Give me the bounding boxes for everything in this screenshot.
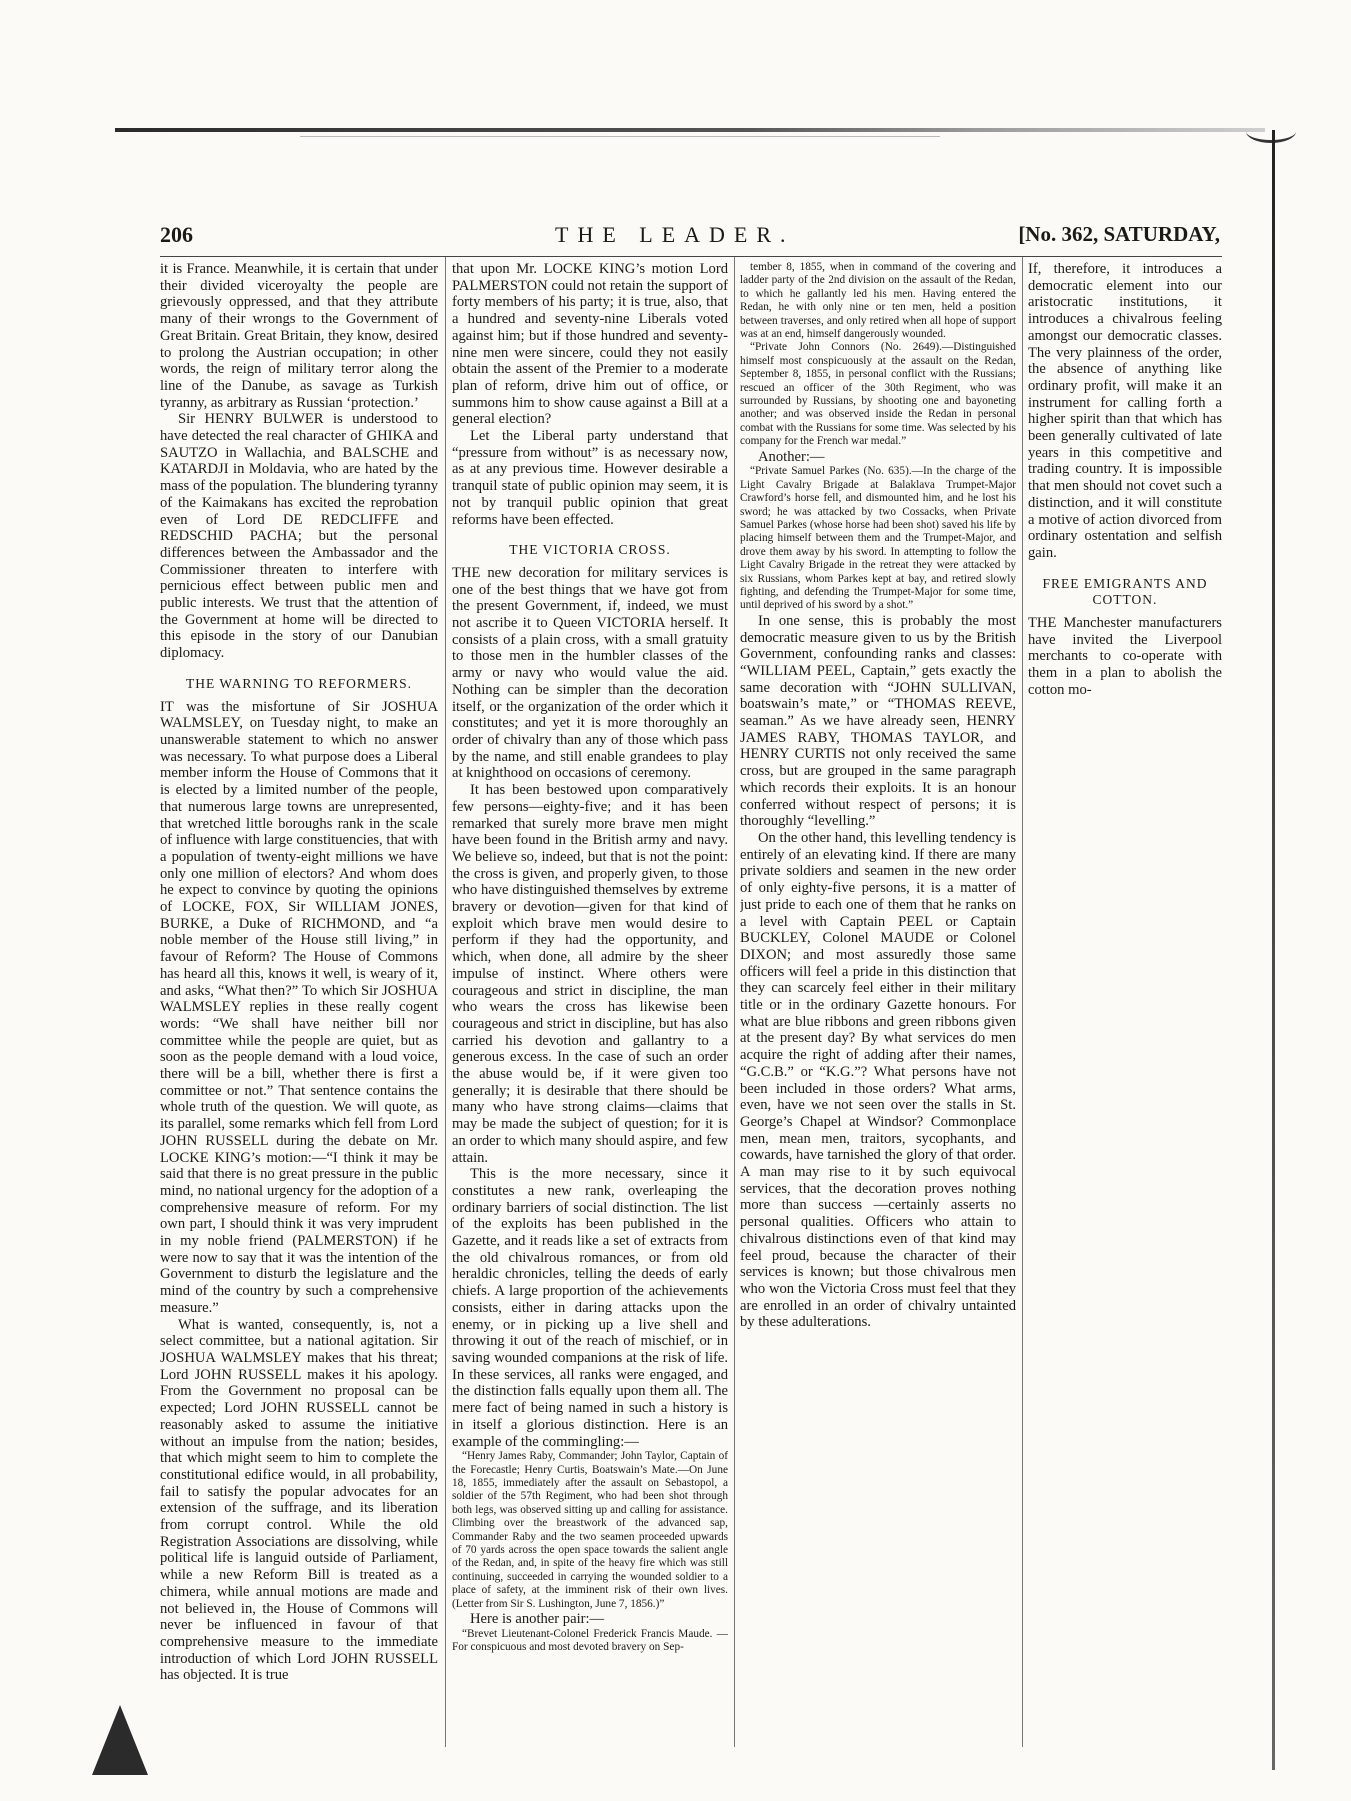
column-rule — [445, 257, 446, 1747]
paragraph: it is France. Meanwhile, it is certain that under their divided viceroyalty the people are grievously oppressed, and that they attribute many of their wrongs to the Government of Great Britain. Great Britain, they know, desired to prolong the Austrian occupation; in other words, the reign of military terror along the line of the Danube, as savage as Turkish tyranny, as arbitrary as Russian ‘protection.’ — [160, 261, 438, 411]
paragraph: What is wanted, consequently, is, not a select committee, but a national agitation. Sir JOSHUA WALMSLEY makes that his threat; Lord JOHN RUSSELL makes it his apology. From the Government no proposal can be expected; Lord JOHN RUSSELL cannot be reasonably asked to assume the initiative without an impulse from the nation; besides, that which might seem to him to complete the constitutional edifice would, in all probability, fail to satisfy the popular advocates for an extension of the suffrage, and its liberation from corrupt control. While the old Registration Associations are dissolving, while political life is languid outside of Parliament, while a new Reform Bill is treated as a chimera, while annual motions are made and not believed in, the House of Commons will never be influenced in favour of that comprehensive measure to the immediate introduction of which Lord JOHN RUSSELL has objected. It is true — [160, 1316, 438, 1684]
newspaper-title: THE LEADER. — [555, 222, 795, 247]
paragraph: On the other hand, this levelling tendency is entirely of an elevating kind. If there are many private soldiers and seamen in the new order of only eighty-five persons, it is a matter of just pride to each one of them that he ranks on a level with Captain PEEL or Captain BUCKLEY, Colonel MAUDE or Colonel DIXON; and most assuredly those same officers will feel a pride in this distinction that they can scarcely feel either in their military title or in the ordinary Gazette honours. For what are blue ribbons and green ribbons given at the present day? By what services do men acquire the right of adding after their names, “G.C.B.” or “K.G.”? What persons have not been included in those orders? What arms, even, have we not seen over the stalls in St. George’s Chapel at Windsor? Commonplace men, mean men, traitors, sycophants, and cowards, have tarnished the glory of that order. A man may rise to it by such equivocal services, that the decoration proves nothing more than success —certainly asserts no personal qualities. Officers who attain to chivalrous distinctions even of that kind may feel proud, because the character of their services is known; but those chivalrous men who won the Victoria Cross must feel that they are enrolled in an order of chivalry untainted by these adulterations. — [740, 830, 1016, 1331]
page-number: 206 — [160, 222, 193, 247]
quotation — [452, 1628, 728, 1655]
article-columns — [160, 256, 1222, 1767]
issue-label: [No. 362, SATURDAY, — [1018, 222, 1220, 246]
quote-paragraph: tember 8, 1855, when in command of the covering and ladder party of the 2nd division on the assault of the Redan, to which he gallantly led his men. Having entered the Redan, he with only nine or ten men, held a position between traverses, and only retired when all hope of support was at an end, himself dangerously wounded. — [740, 261, 1016, 341]
quotation — [452, 1450, 728, 1611]
paragraph: IT was the misfortune of Sir JOSHUA WALMSLEY, on Tuesday night, to make an unanswerable statement to which no answer was necessary. To what purpose does a Liberal member inform the House of Commons that it is elected by a limited number of the people, that numerous large towns are unrepresented, that wretched little boroughs rank in the scale of influence with large constituencies, that with a population of twenty-eight millions we have only one million of electors? And whom does he expect to convince by quoting the opinions of LOCKE, FOX, Sir WILLIAM JONES, BURKE, a Duke of RICHMOND, and “a noble member of the House still living,” in favour of Reform? The House of Commons has heard all this, knows it well, is weary of it, and asks, “What then?” To which Sir JOSHUA WALMSLEY replies in these really cogent words: “We shall have neither bill nor committee while the people are quiet, but as soon as the people demand with a loud voice, there will be a bill, whether there is first a committee or not.” That sentence contains the whole truth of the question. We will quote, as its parallel, some remarks which fell from Lord JOHN RUSSELL during the debate on Mr. LOCKE KING’s motion:—“I think it may be said that there is no great pressure in the public mind, no national urgency for the adoption of a comprehensive measure of reform. For my own part, I should think it was very imprudent in my noble friend (PALMERSTON) if he were now to say that it was the intention of the Government to disturb the legislature and the mind of the country by such a comprehensive measure.” — [160, 698, 438, 1316]
paragraph: Sir HENRY BULWER is understood to have detected the real character of GHIKA and SAUTZO in Wallachia, and BALSCHE and KATARDJI in Moldavia, who are hated by the mass of the population. The blundering tyranny of the Kaimakans has excited the reprobation even of Lord DE REDCLIFFE and REDSCHID PACHA; but the personal differences between the Ambassador and the Commissioner threaten to interfere with pernicious effect between public men and public interests. We trust that the attention of the Government at home will be directed to this episode in the story of our Danubian diplomacy. — [160, 411, 438, 662]
paragraph: Let the Liberal party understand that “pressure from without” is as necessary now, as at any previous time. However desirable a tranquil state of public opinion may seem, it is not by tranquil public opinion that great reforms have been effected. — [452, 428, 728, 528]
quote-paragraph: “Private Samuel Parkes (No. 635).—In the charge of the Light Cavalry Brigade at Balaklava Trumpet-Major Crawford’s horse fell, and dismounted him, and he lost his sword; he was attacked by two Cossacks, when Private Samuel Parkes (whose horse had been shot) saved his life by placing himself between them and the Trumpet-Major, and drove them away by his sword. In attempting to follow the Light Cavalry Brigade in the retreat they were attacked by six Russians, whom Parkes kept at bay, and retired slowly fighting, and defending the Trumpet-Major for some time, until deprived of his sword by a shot.” — [740, 465, 1016, 612]
page-edge-right — [1272, 130, 1275, 1770]
page-edge-flare — [1246, 120, 1296, 143]
column-1 — [160, 261, 438, 1761]
column-2 — [452, 261, 728, 1761]
quote-paragraph: “Brevet Lieutenant-Colonel Frederick Francis Maude. —For conspicuous and most devoted bravery on Sep- — [452, 1627, 728, 1654]
quote-paragraph: “Henry James Raby, Commander; John Taylor, Captain of the Forecastle; Henry Curtis, Boatswain’s Mate.—On June 18, 1855, immediately after the assault on Sebastopol, a soldier of the 57th Regiment, who had been shot through both legs, was observed sitting up and calling for assistance. Climbing over the breastwork of the advanced sap, Commander Raby and the two seamen proceeded upwards of 70 yards across the open space towards the salient angle of the Redan, and, in spite of the heavy fire which was still continuing, succeeded in carrying the wounded soldier to a place of safety, at the imminent risk of their own lives. (Letter from Sir S. Lushington, June 7, 1856.)” — [452, 1450, 728, 1610]
top-rule — [115, 128, 1265, 132]
quotation — [740, 465, 1016, 612]
column-rule — [1022, 257, 1023, 1747]
paragraph: Here is another pair:— — [470, 1611, 605, 1628]
article-heading-warning: THE WARNING TO REFORMERS. — [185, 675, 413, 691]
paragraph: THE new decoration for military services is one of the best things that we have got from the present Government, if, indeed, we must not ascribe it to Queen VICTORIA herself. It consists of a plain cross, with a small gratuity to those men in the humbler classes of the army or navy who would value the aid. Nothing can be simpler than the decoration itself, or the organization of the order which it constitutes; and yet it is more thoroughly an order of chivalry than any of those which pass by the name, and still enable grandees to play at knighthood on occasions of ceremony. — [452, 564, 728, 782]
column-rule — [734, 257, 735, 1747]
top-rule-thin — [300, 136, 940, 137]
paragraph: If, therefore, it introduces a democratic element into our aristocratic institutions, it introduces a chivalrous feeling amongst our democratic classes. The very plainness of the order, the absence of anything like ordinary profit, will make it an instrument for calling forth a higher spirit than that which has been generally cultivated of late years in this competitive and trading country. It is impossible that men should not covet such a distinction, and it will constitute a motive of action divorced from ordinary ostentation and selfish gain. — [1028, 261, 1222, 561]
paragraph: It has been bestowed upon comparatively few persons—eighty-five; and it has been remarked that surely more brave men might have been found in the British army and navy. We believe so, indeed, but that is not the point: the cross is given, and properly given, to those who have distinguished themselves by extreme bravery or devotion—given for that kind of exploit which brave men would desire to perform if they had the opportunity, and which, when done, all admire by the sheer impulse of instinct. Where others were courageous and strict in discipline, the man who wears the cross has likewise been courageous and strict in discipline, but has also carried his devotion and gallantry to a generous excess. In the case of such an order the abuse would be, if it were given too generally; it is desirable that there should be many who have strong claims—claims that may be made the subject of question; for it is an order to which many should aspire, and few attain. — [452, 782, 728, 1166]
quote-paragraph: “Private John Connors (No. 2649).—Distinguished himself most conspicuously at the assault on the Redan, September 8, 1855, in personal conflict with the Russians; rescued an officer of the 30th Regiment, who was surrounded by Russians, by shooting one and bayoneting another; and was observed inside the Redan in personal combat with the Russians for some time. Was selected by his company for the French war medal.” — [740, 341, 1016, 448]
paragraph: THE Manchester manufacturers have invited the Liverpool merchants to co-operate with them in a plan to abolish the cotton mo- — [1028, 615, 1222, 698]
ink-blot — [92, 1705, 148, 1775]
column-4 — [1028, 261, 1222, 1761]
column-3 — [740, 261, 1016, 1761]
article-heading-free-emigrants: FREE EMIGRANTS AND COTTON. — [1042, 575, 1208, 608]
paragraph: This is the more necessary, since it constitutes a new rank, overleaping the ordinary barriers of social distinction. The list of the exploits has been published in the Gazette, and it reads like a set of extracts from the old chivalrous romances, or from old heraldic chronicles, telling the deeds of early chiefs. A large proportion of the achievements consists, either in daring attacks upon the enemy, or in picking up a live shell and throwing it out of the reach of mischief, or in saving wounded companions at the risk of life. In these services, all ranks were engaged, and the distinction falls equally upon them all. The mere fact of being named in such a history is in itself a glorious distinction. Here is an example of the commingling:— — [452, 1166, 728, 1450]
quotation — [740, 261, 1016, 449]
article-heading-victoria-cross: THE VICTORIA CROSS. — [509, 542, 671, 558]
paragraph: Another:— — [758, 448, 825, 465]
paragraph: In one sense, this is probably the most democratic measure given to us by the British Government, confounding ranks and classes: “WILLIAM PEEL, Captain,” gets exactly the same decoration with “JOHN SULLIVAN, boatswain’s mate,” or “THOMAS REEVE, seaman.” As we have already seen, HENRY JAMES RABY, THOMAS TAYLOR, and HENRY CURTIS not only received the same cross, but are grouped in the same paragraph which records their exploits. It is an honour conferred without respect of persons; it is thoroughly “levelling.” — [740, 612, 1016, 830]
masthead — [160, 222, 1220, 252]
paragraph: that upon Mr. LOCKE KING’s motion Lord PALMERSTON could not retain the support of forty members of his party; it is true, also, that a hundred and seventy-nine Liberals voted against him; but if those hundred and seventy-nine men were sincere, could they not easily obtain the assent of the Premier to a moderate plan of reform, drive him out of office, or summons him to show cause against a Bill at a general election? — [452, 261, 728, 428]
